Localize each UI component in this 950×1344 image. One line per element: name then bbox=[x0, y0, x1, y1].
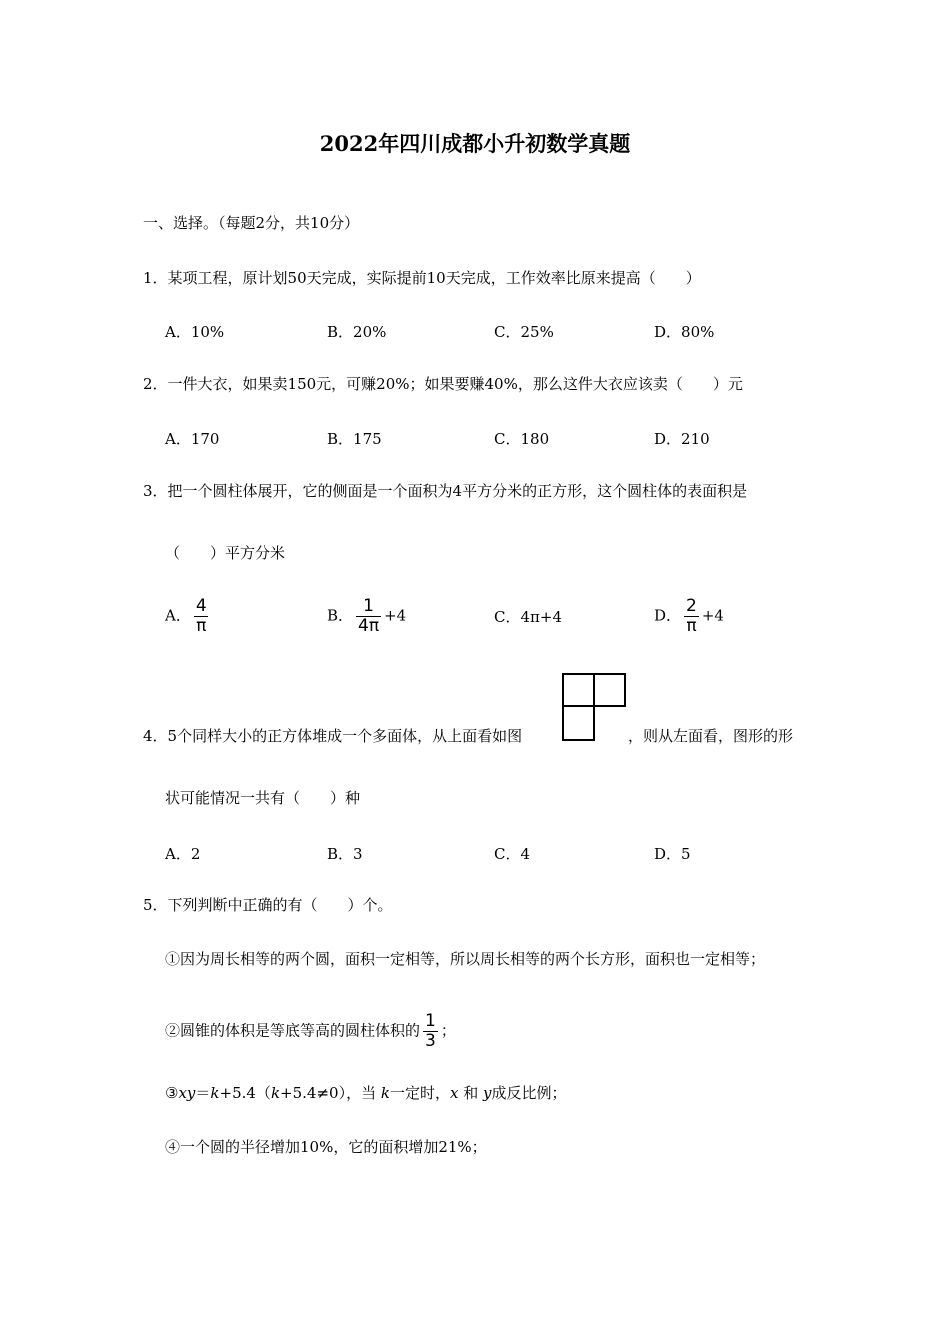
variable-y: y bbox=[483, 1084, 492, 1102]
q2-option-a[interactable]: A．170 bbox=[165, 430, 220, 448]
q5-statement-2-text: ②圆锥的体积是等底等高的圆柱体积的 bbox=[165, 1021, 421, 1040]
question-4-text-before: 4．5个同样大小的正方体堆成一个多面体，从上面看如图 bbox=[143, 727, 523, 745]
q5-statement-4: ④一个圆的半径增加10%，它的面积增加21%； bbox=[165, 1138, 487, 1156]
variable-xy: xy bbox=[178, 1084, 196, 1102]
q3-option-d-label: D． bbox=[654, 606, 682, 625]
q1-option-b[interactable]: B．20% bbox=[327, 323, 387, 341]
q2-option-d[interactable]: D．210 bbox=[654, 430, 710, 448]
expression-part: 成反比例； bbox=[491, 1084, 567, 1102]
q5-statement-1: ①因为周长相等的两个圆，面积一定相等，所以周长相等的两个长方形，面积也一定相等； bbox=[165, 950, 766, 968]
expression-part: +5.4（ bbox=[219, 1084, 271, 1102]
fraction-denominator: π bbox=[196, 616, 207, 636]
fraction-numerator: 2 bbox=[686, 596, 697, 616]
equals-sign: ＝ bbox=[195, 1084, 211, 1102]
top-view-figure bbox=[562, 673, 626, 741]
q3-option-b-fraction bbox=[356, 597, 381, 636]
q5-statement-2-end: ； bbox=[440, 1021, 456, 1040]
figure-square bbox=[593, 673, 626, 707]
q3-option-b-suffix: +4 bbox=[384, 606, 407, 625]
question-3-text-line2: （ ）平方分米 bbox=[165, 544, 286, 562]
q3-option-a-label: A． bbox=[165, 606, 191, 625]
figure-square bbox=[562, 673, 595, 707]
fraction-numerator: 4 bbox=[195, 596, 207, 616]
fraction-numerator: 1 bbox=[425, 1011, 436, 1031]
q3-option-a-fraction bbox=[194, 597, 209, 636]
q1-option-a[interactable]: A．10% bbox=[165, 323, 225, 341]
q5-statement-3 bbox=[165, 1083, 567, 1103]
q1-option-d[interactable]: D．80% bbox=[654, 323, 715, 341]
q2-option-c[interactable]: C．180 bbox=[494, 430, 550, 448]
q2-option-b[interactable]: B．175 bbox=[327, 430, 382, 448]
question-3-text-line1: 3．把一个圆柱体展开，它的侧面是一个面积为4平方分米的正方形，这个圆柱体的表面积是 bbox=[143, 482, 748, 500]
q4-option-d[interactable]: D．5 bbox=[654, 845, 691, 863]
fraction-denominator: 3 bbox=[425, 1031, 436, 1051]
page-title: 2022年四川成都小升初数学真题 bbox=[319, 131, 631, 156]
question-4-text-after: ，则从左面看，图形的形 bbox=[628, 727, 794, 745]
q3-option-c[interactable]: C．4π+4 bbox=[494, 608, 562, 626]
question-5-text: 5．下列判断中正确的有（ ）个。 bbox=[143, 896, 393, 914]
statement-number: ③ bbox=[165, 1084, 179, 1102]
section-heading: 一、选择。（每题2分，共10分） bbox=[143, 214, 360, 232]
expression-part: 一定时， bbox=[389, 1084, 450, 1102]
q4-option-b[interactable]: B．3 bbox=[327, 845, 363, 863]
question-2-text: 2．一件大衣，如果卖150元，可赚20%；如果要赚40%，那么这件大衣应该卖（ ）元 bbox=[143, 375, 743, 393]
figure-square bbox=[562, 705, 595, 741]
q3-option-d[interactable] bbox=[654, 597, 724, 636]
variable-k: k bbox=[210, 1084, 220, 1102]
q4-option-a[interactable]: A．2 bbox=[165, 845, 201, 863]
q5-statement-2-fraction bbox=[423, 1012, 438, 1051]
q3-option-d-suffix: +4 bbox=[701, 606, 724, 625]
fraction-denominator: π bbox=[686, 616, 697, 636]
question-1-text: 1．某项工程，原计划50天完成，实际提前10天完成，工作效率比原来提高（ ） bbox=[143, 269, 701, 287]
q4-option-c[interactable]: C．4 bbox=[494, 845, 531, 863]
q5-statement-2 bbox=[165, 1012, 456, 1051]
q3-option-b[interactable] bbox=[327, 597, 406, 636]
conjunction: 和 bbox=[463, 1084, 479, 1102]
variable-k: k bbox=[380, 1084, 390, 1102]
q3-option-d-fraction bbox=[684, 597, 699, 636]
variable-k: k bbox=[270, 1084, 281, 1102]
q3-option-b-label: B． bbox=[327, 606, 354, 625]
q3-option-a[interactable] bbox=[165, 597, 212, 636]
fraction-numerator: 1 bbox=[363, 596, 374, 616]
q1-option-c[interactable]: C．25% bbox=[494, 323, 554, 341]
variable-x: x bbox=[449, 1084, 459, 1102]
question-4-text-line2: 状可能情况一共有（ ）种 bbox=[165, 789, 361, 807]
expression-part: +5.4≠0），当 bbox=[280, 1084, 377, 1102]
fraction-denominator: 4π bbox=[358, 616, 380, 636]
